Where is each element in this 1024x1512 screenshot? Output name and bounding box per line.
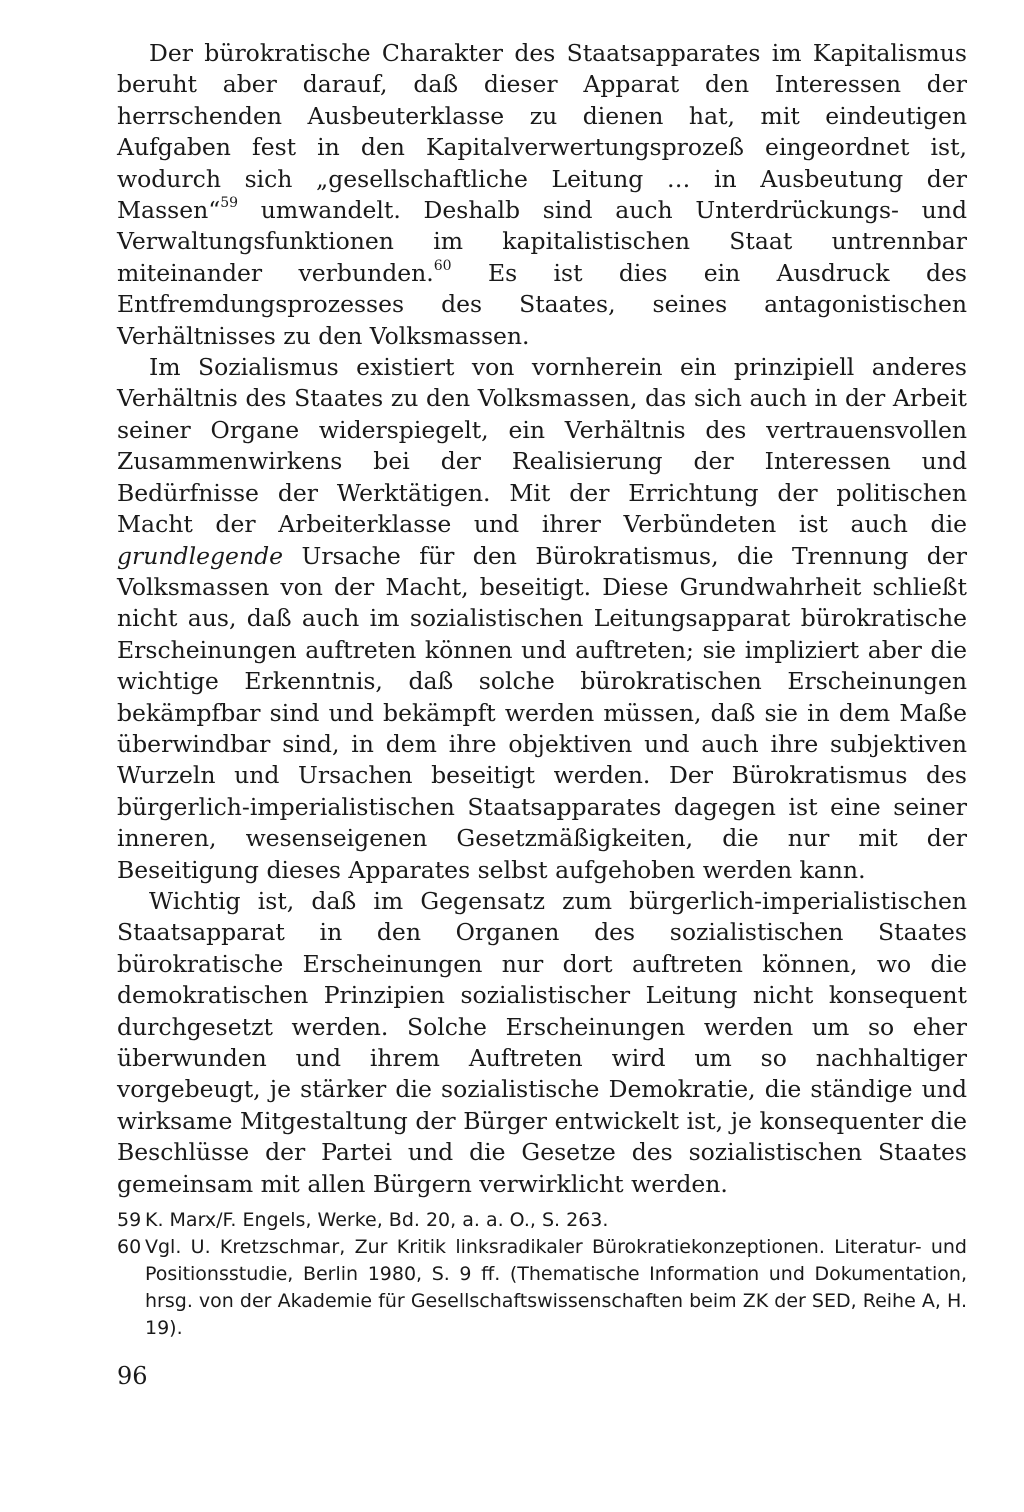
footnote-text: K. Marx/F. Engels, Werke, Bd. 20, a. a. O., S. 263.: [145, 1209, 609, 1231]
paragraph-text: Im Sozialismus existiert von vornherein ein prinzipiell anderes Verhältnis des Staates zu den Volksmassen, das sich auch in der Arbeit seiner Organe widerspiegelt, ein Verhältnis des vertrauensvollen Zusammenwirkens bei der Realisierung der Interessen und Bedürfnisse der Werktätigen. Mit der Errichtung der politischen Macht der Arbeiterklasse und ihrer Verbündeten ist auch die: [117, 353, 967, 539]
paragraph-text: Der bürokratische Charakter des Staatsapparates im Kapitalismus beruht aber darauf, daß dieser Apparat den Interessen der herrschenden Ausbeuterklasse zu dienen hat, mit eindeutigen Aufgaben fest in den Kapitalverwertungsprozeß eingeordnet ist, wodurch sich „gesellschaftliche Leitung … in Ausbeutung der Massen“: [117, 39, 967, 225]
footnote-number: 60: [117, 1236, 142, 1258]
footnote-ref-60[interactable]: 60: [433, 258, 452, 275]
paragraph-text: Es ist dies ein Ausdruck des Entfremdungsprozesses des Staates, seines antagonistischen Verhältnisses zu den Volksmassen.: [117, 258, 967, 350]
paragraph-1: [117, 38, 967, 352]
paragraph-text: umwandelt. Deshalb sind auch Unterdrückungs- und Verwaltungsfunktionen im kapitalistischen Staat untrennbar miteinander verbunden.: [117, 196, 967, 287]
footnote-text: Vgl. U. Kretzschmar, Zur Kritik linksradikaler Bürokratiekonzeptionen. Literatur- und Positionsstudie, Berlin 1980, S. 9 ff. (Thematische Information und Dokumentation, hrsg. von der Akademie für Gesellschaftswissenschaften beim ZK der SED, Reihe A, H. 19).: [145, 1236, 967, 1339]
emphasis-text: grundlegende: [117, 541, 284, 570]
footnote-ref-59[interactable]: 59: [220, 195, 239, 212]
paragraph-3: [117, 886, 967, 1200]
footnotes: [117, 1207, 967, 1342]
paragraph-text: Wichtig ist, daß im Gegensatz zum bürgerlich-imperialistischen Staatsapparat in den Organen des sozialistischen Staates bürokratische Erscheinungen nur dort auftreten können, wo die demokratischen Prinzipien sozialistischer Leitung nicht konsequent durchgesetzt werden. Solche Erscheinungen werden um so eher überwunden und ihrem Auftreten wird um so nachhaltiger vorgebeugt, je stärker die sozialistische Demokratie, die ständige und wirksame Mitgestaltung der Bürger entwickelt ist, je konsequenter die Beschlüsse der Partei und die Gesetze des sozialistischen Staates gemeinsam mit allen Bürgern verwirklicht werden.: [117, 886, 967, 1198]
main-text: [117, 38, 967, 1200]
page-number: 96: [117, 1362, 148, 1390]
footnote-60: [117, 1234, 967, 1342]
paragraph-2: [117, 352, 967, 886]
footnote-59: [117, 1207, 967, 1234]
footnote-number: 59: [117, 1209, 142, 1231]
paragraph-text: Ursache für den Bürokratismus, die Trennung der Volksmassen von der Macht, beseitigt. Diese Grundwahrheit schließt nicht aus, daß auch im sozialistischen Leitungsapparat bürokratische Erscheinungen auftreten können und auftreten; sie impliziert aber die wichtige Erkenntnis, daß solche bürokratischen Erscheinungen bekämpfbar sind und bekämpft werden müssen, daß sie in dem Maße überwindbar sind, in dem ihre objektiven und auch ihre subjektiven Wurzeln und Ursachen beseitigt werden. Der Bürokratismus des bürgerlich-imperialistischen Staatsapparates dagegen ist eine seiner inneren, wesenseigenen Gesetzmäßigkeiten, die nur mit der Beseitigung dieses Apparates selbst aufgehoben werden kann.: [117, 541, 967, 884]
